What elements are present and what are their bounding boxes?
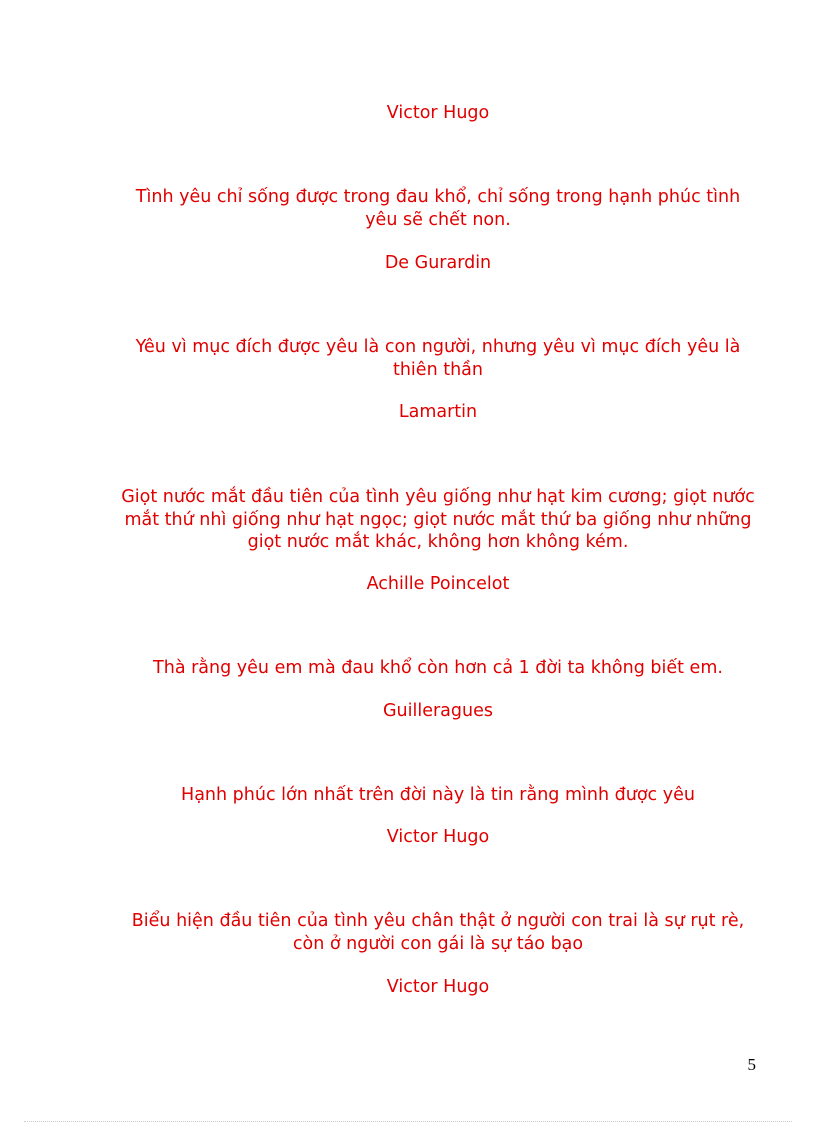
author-name: Achille Poincelot bbox=[366, 574, 510, 594]
author-name: Victor Hugo bbox=[386, 977, 490, 997]
quote-line: Thà rằng yêu em mà đau khổ còn hơn cả 1 đời ta không biết em. bbox=[153, 658, 723, 678]
quote-line: thiên thần bbox=[392, 360, 483, 380]
author-name: Lamartin bbox=[398, 402, 478, 422]
quote-line: yêu sẽ chết non. bbox=[365, 210, 511, 230]
page-number: 5 bbox=[747, 1055, 756, 1074]
quote-line: Tình yêu chỉ sống được trong đau khổ, chỉ sống trong hạnh phúc tình bbox=[135, 187, 741, 207]
quote-line: mắt thứ nhì giống như hạt ngọc; giọt nước mắt thứ ba giống như những bbox=[124, 510, 752, 530]
quote-line: giọt nước mắt khác, không hơn không kém. bbox=[247, 532, 629, 552]
author-name: De Gurardin bbox=[384, 253, 492, 273]
author-name: Guilleragues bbox=[382, 701, 493, 721]
author-name: Victor Hugo bbox=[386, 103, 490, 123]
quote-line: Biểu hiện đầu tiên của tình yêu chân thật ở người con trai là sự rụt rè, bbox=[131, 911, 745, 931]
author-name: Victor Hugo bbox=[386, 827, 490, 847]
quote-line: Yêu vì mục đích được yêu là con người, nhưng yêu vì mục đích yêu là bbox=[135, 337, 741, 357]
quote-line: còn ở người con gái là sự táo bạo bbox=[292, 934, 584, 954]
quote-line: Hạnh phúc lớn nhất trên đời này là tin rằng mình được yêu bbox=[181, 785, 695, 805]
quote-line: Giọt nước mắt đầu tiên của tình yêu giống như hạt kim cương; giọt nước bbox=[121, 487, 755, 507]
page-bottom-divider bbox=[24, 1121, 792, 1122]
